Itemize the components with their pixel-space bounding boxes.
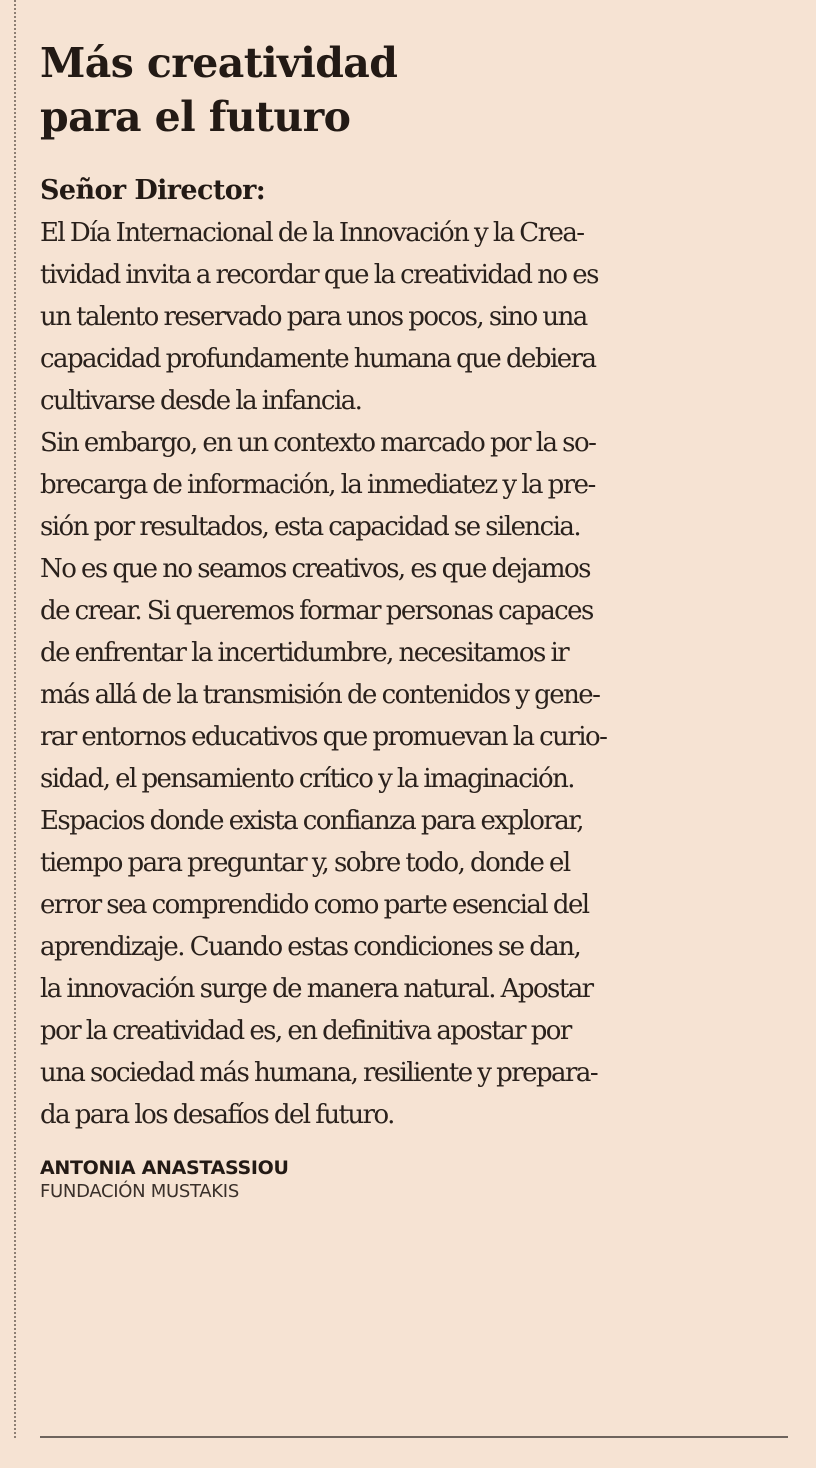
body-line: un talento reservado para unos pocos, sino una — [40, 302, 587, 332]
letter-headline — [40, 36, 800, 144]
body-line: de enfrentar la incertidumbre, necesitamos ir — [40, 638, 569, 668]
body-line: brecarga de información, la inmediatez y la pre- — [40, 470, 595, 500]
author-organization: FUNDACIÓN MUSTAKIS — [40, 1181, 239, 1202]
letter-salutation: Señor Director: — [40, 175, 266, 206]
body-line: sidad, el pensamiento crítico y la imaginación. — [40, 764, 574, 794]
body-line: capacidad profundamente humana que debiera — [40, 344, 596, 374]
body-line: El Día Internacional de la Innovación y la Crea- — [40, 218, 584, 248]
body-line: Espacios donde exista confianza para explorar, — [40, 806, 583, 836]
body-line: una sociedad más humana, resiliente y prepara- — [40, 1058, 598, 1088]
author-name: ANTONIA ANASTASSIOU — [40, 1157, 289, 1179]
body-line: la innovación surge de manera natural. Apostar — [40, 974, 593, 1004]
letter-signature — [40, 1156, 800, 1204]
body-line: No es que no seamos creativos, es que dejamos — [40, 554, 590, 584]
body-line: Sin embargo, en un contexto marcado por la so- — [40, 428, 596, 458]
body-line: por la creatividad es, en definitiva apostar por — [40, 1016, 571, 1046]
body-line: cultivarse desde la infancia. — [40, 386, 362, 416]
body-line: da para los desafíos del futuro. — [40, 1100, 394, 1130]
body-line: rar entornos educativos que promuevan la curio- — [40, 722, 607, 752]
headline-line: para el futuro — [40, 93, 351, 141]
body-line: tiempo para preguntar y, sobre todo, donde el — [40, 848, 570, 878]
body-line: error sea comprendido como parte esencial del — [40, 890, 589, 920]
body-line: sión por resultados, esta capacidad se silencia. — [40, 512, 581, 542]
letter-to-editor — [40, 36, 800, 1204]
body-line: más allá de la transmisión de contenidos y gene- — [40, 680, 600, 710]
column-dotted-rule — [14, 0, 16, 1438]
bottom-divider — [40, 1436, 788, 1438]
body-line: de crear. Si queremos formar personas capaces — [40, 596, 593, 626]
body-line: tividad invita a recordar que la creatividad no es — [40, 260, 598, 290]
body-line: aprendizaje. Cuando estas condiciones se dan, — [40, 932, 581, 962]
letter-body — [40, 212, 800, 1136]
headline-line: Más creatividad — [40, 39, 398, 87]
